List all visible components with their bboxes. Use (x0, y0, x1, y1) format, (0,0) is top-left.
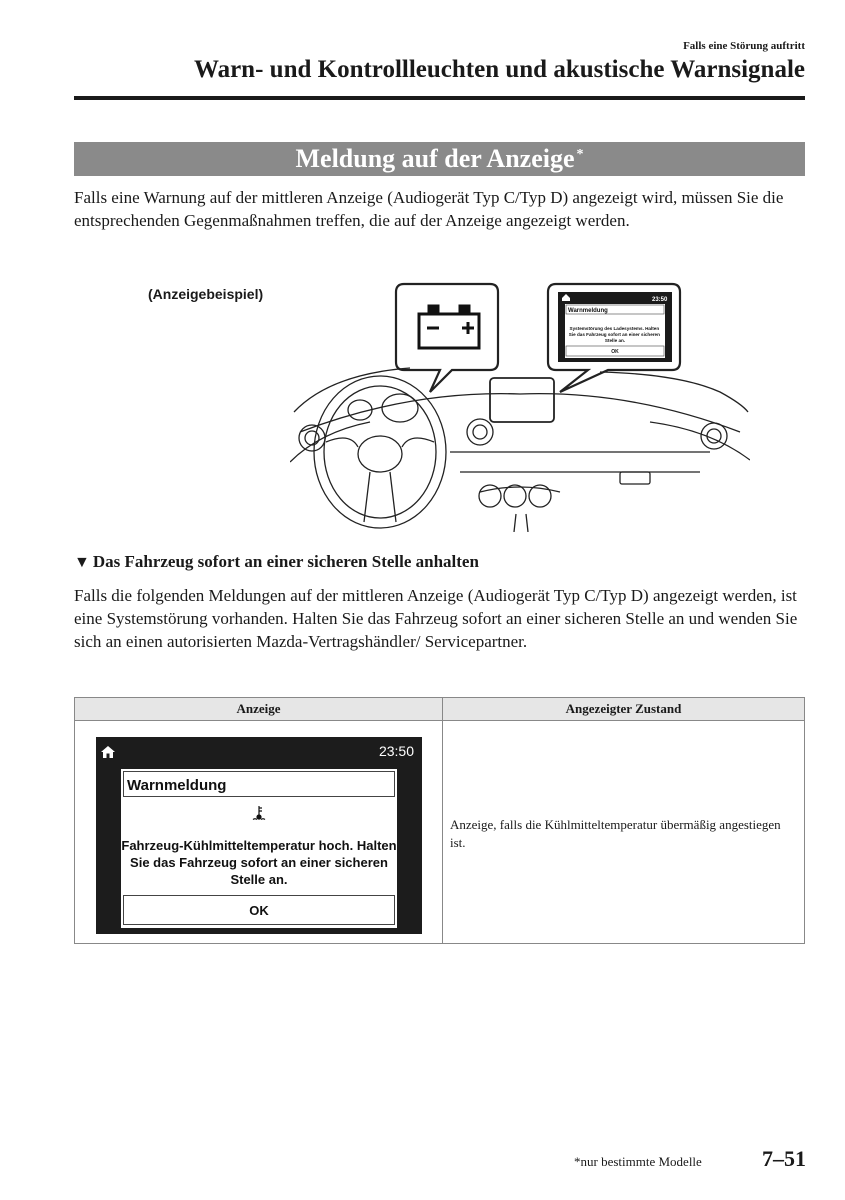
battery-warning-icon (419, 306, 479, 348)
warning-table (74, 697, 805, 944)
subsection-heading (74, 552, 479, 572)
chapter-title: Warn- und Kontrollleuchten und akustische Warnsignale (193, 56, 805, 83)
mini-message: Systemstörung des Ladesystems. Halten Sie das Fahrzeug sofort an einer sicheren Stelle an. (568, 326, 660, 343)
warning-dialog (121, 769, 397, 928)
condition-description: Anzeige, falls die Kühlmitteltemperatur übermäßig angestiegen ist. (450, 817, 781, 850)
home-icon (100, 745, 116, 759)
condition-cell (443, 721, 805, 944)
coolant-temperature-icon (252, 805, 266, 821)
mini-title: Warnmeldung (568, 308, 608, 314)
section-label: Falls eine Störung auftritt (683, 40, 805, 52)
intro-paragraph: Falls eine Warnung auf der mittleren Anzeige (Audiogerät Typ C/Typ D) angezeigt wird, müssen Sie die entsprechenden Gegenmaßnahmen treffen, die auf der Anzeige angezeigt werden. (74, 188, 784, 230)
page-number: 7–51 (762, 1146, 806, 1171)
subsection-paragraph: Falls die folgenden Meldungen auf der mittleren Anzeige (Audiogerät Typ C/Typ D) angezeigt werden, ist eine Systemstörung vorhanden. Halten Sie das Fahrzeug sofort an einer sicheren Stelle an und wenden Sie sich an einen autorisierten Mazda-Vertragshändler/ Servicepartner. (74, 586, 798, 651)
section-banner (74, 142, 805, 176)
banner-title: Meldung auf der Anzeige (295, 144, 575, 173)
header-rule (74, 96, 805, 100)
mini-time: 23:50 (652, 297, 668, 303)
subsection-heading-text: Das Fahrzeug sofort an einer sicheren Stelle anhalten (92, 552, 479, 571)
banner-asterisk: * (576, 147, 584, 162)
dialog-title: Warnmeldung (123, 771, 395, 797)
mini-ok: OK (611, 349, 619, 355)
dashboard-illustration (290, 282, 750, 532)
dialog-message: Fahrzeug-Kühlmitteltemperatur hoch. Halten Sie das Fahrzeug sofort an einer sicheren Stelle an. (121, 838, 397, 887)
table-header-display: Anzeige (75, 698, 443, 721)
table-header-condition: Angezeigter Zustand (443, 698, 805, 721)
warning-screen (96, 737, 422, 934)
display-cell (75, 721, 443, 944)
table-row (75, 721, 805, 944)
battery-callout (396, 284, 498, 392)
triangle-marker-icon: ▼ (74, 554, 90, 571)
screen-time: 23:50 (378, 743, 414, 759)
footnote: *nur bestimmte Modelle (574, 1154, 702, 1169)
figure-label: (Anzeigebeispiel) (148, 286, 264, 302)
ok-button[interactable]: OK (123, 895, 395, 925)
